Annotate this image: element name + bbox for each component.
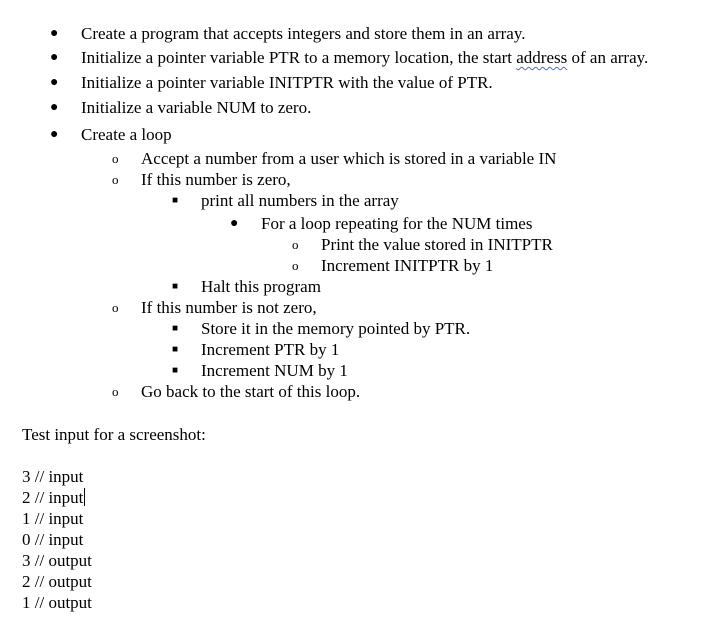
list-item: Initialize a variable NUM to zero. — [81, 98, 312, 117]
loop-step-for-loop: For a loop repeating for the NUM times — [261, 214, 533, 233]
loop-step-print-all: print all numbers in the array — [201, 191, 399, 210]
bullet-circle-icon: o — [112, 300, 119, 315]
list-item: Create a program that accepts integers and store them in an array. — [81, 24, 526, 43]
bullet-square-icon: ■ — [172, 365, 179, 376]
test-line: 1 // input — [22, 509, 84, 528]
bullet-disc-icon: ● — [50, 127, 59, 142]
bullet-circle-icon: o — [112, 172, 119, 187]
spellcheck-word[interactable]: address — [516, 48, 568, 67]
loop-step-print-value: Print the value stored in INITPTR — [321, 235, 553, 254]
bullet-circle-icon: o — [112, 384, 119, 399]
bullet-circle-icon: o — [292, 237, 299, 252]
test-line[interactable]: 2 // input — [22, 488, 84, 507]
bullet-circle-icon: o — [292, 258, 299, 273]
bullet-disc-icon: ● — [50, 50, 59, 65]
test-line: 0 // input — [22, 530, 84, 549]
bullet-square-icon: ■ — [172, 344, 179, 355]
test-line: 1 // output — [22, 593, 92, 612]
list-item: Initialize a pointer variable PTR to a memory location, the start address of an array. — [81, 48, 649, 67]
loop-step-increment-ptr: Increment PTR by 1 — [201, 340, 340, 359]
bullet-disc-icon: ● — [50, 26, 59, 41]
loop-step-increment-initptr: Increment INITPTR by 1 — [321, 256, 494, 275]
bullet-disc-icon: ● — [50, 75, 59, 90]
loop-step-increment-num: Increment NUM by 1 — [201, 361, 348, 380]
bullet-disc-icon: ● — [230, 216, 239, 231]
loop-step-go-back: Go back to the start of this loop. — [141, 382, 361, 401]
bullet-square-icon: ■ — [172, 323, 179, 334]
loop-step-if-not-zero: If this number is not zero, — [141, 298, 317, 317]
loop-step-if-zero: If this number is zero, — [141, 170, 291, 189]
bullet-disc-icon: ● — [50, 100, 59, 115]
bullet-square-icon: ■ — [172, 281, 179, 292]
loop-step-accept: Accept a number from a user which is stored in a variable IN — [141, 149, 557, 168]
list-item: Initialize a pointer variable INITPTR with the value of PTR. — [81, 73, 493, 92]
loop-step-store: Store it in the memory pointed by PTR. — [201, 319, 471, 338]
bullet-square-icon: ■ — [172, 195, 179, 206]
test-line: 2 // output — [22, 572, 92, 591]
loop-step-halt: Halt this program — [201, 277, 321, 296]
test-heading: Test input for a screenshot: — [22, 425, 206, 444]
text-cursor — [84, 488, 85, 506]
test-line: 3 // output — [22, 551, 92, 570]
bullet-circle-icon: o — [112, 151, 119, 166]
list-item: Create a loop — [81, 125, 172, 144]
test-line: 3 // input — [22, 467, 84, 486]
